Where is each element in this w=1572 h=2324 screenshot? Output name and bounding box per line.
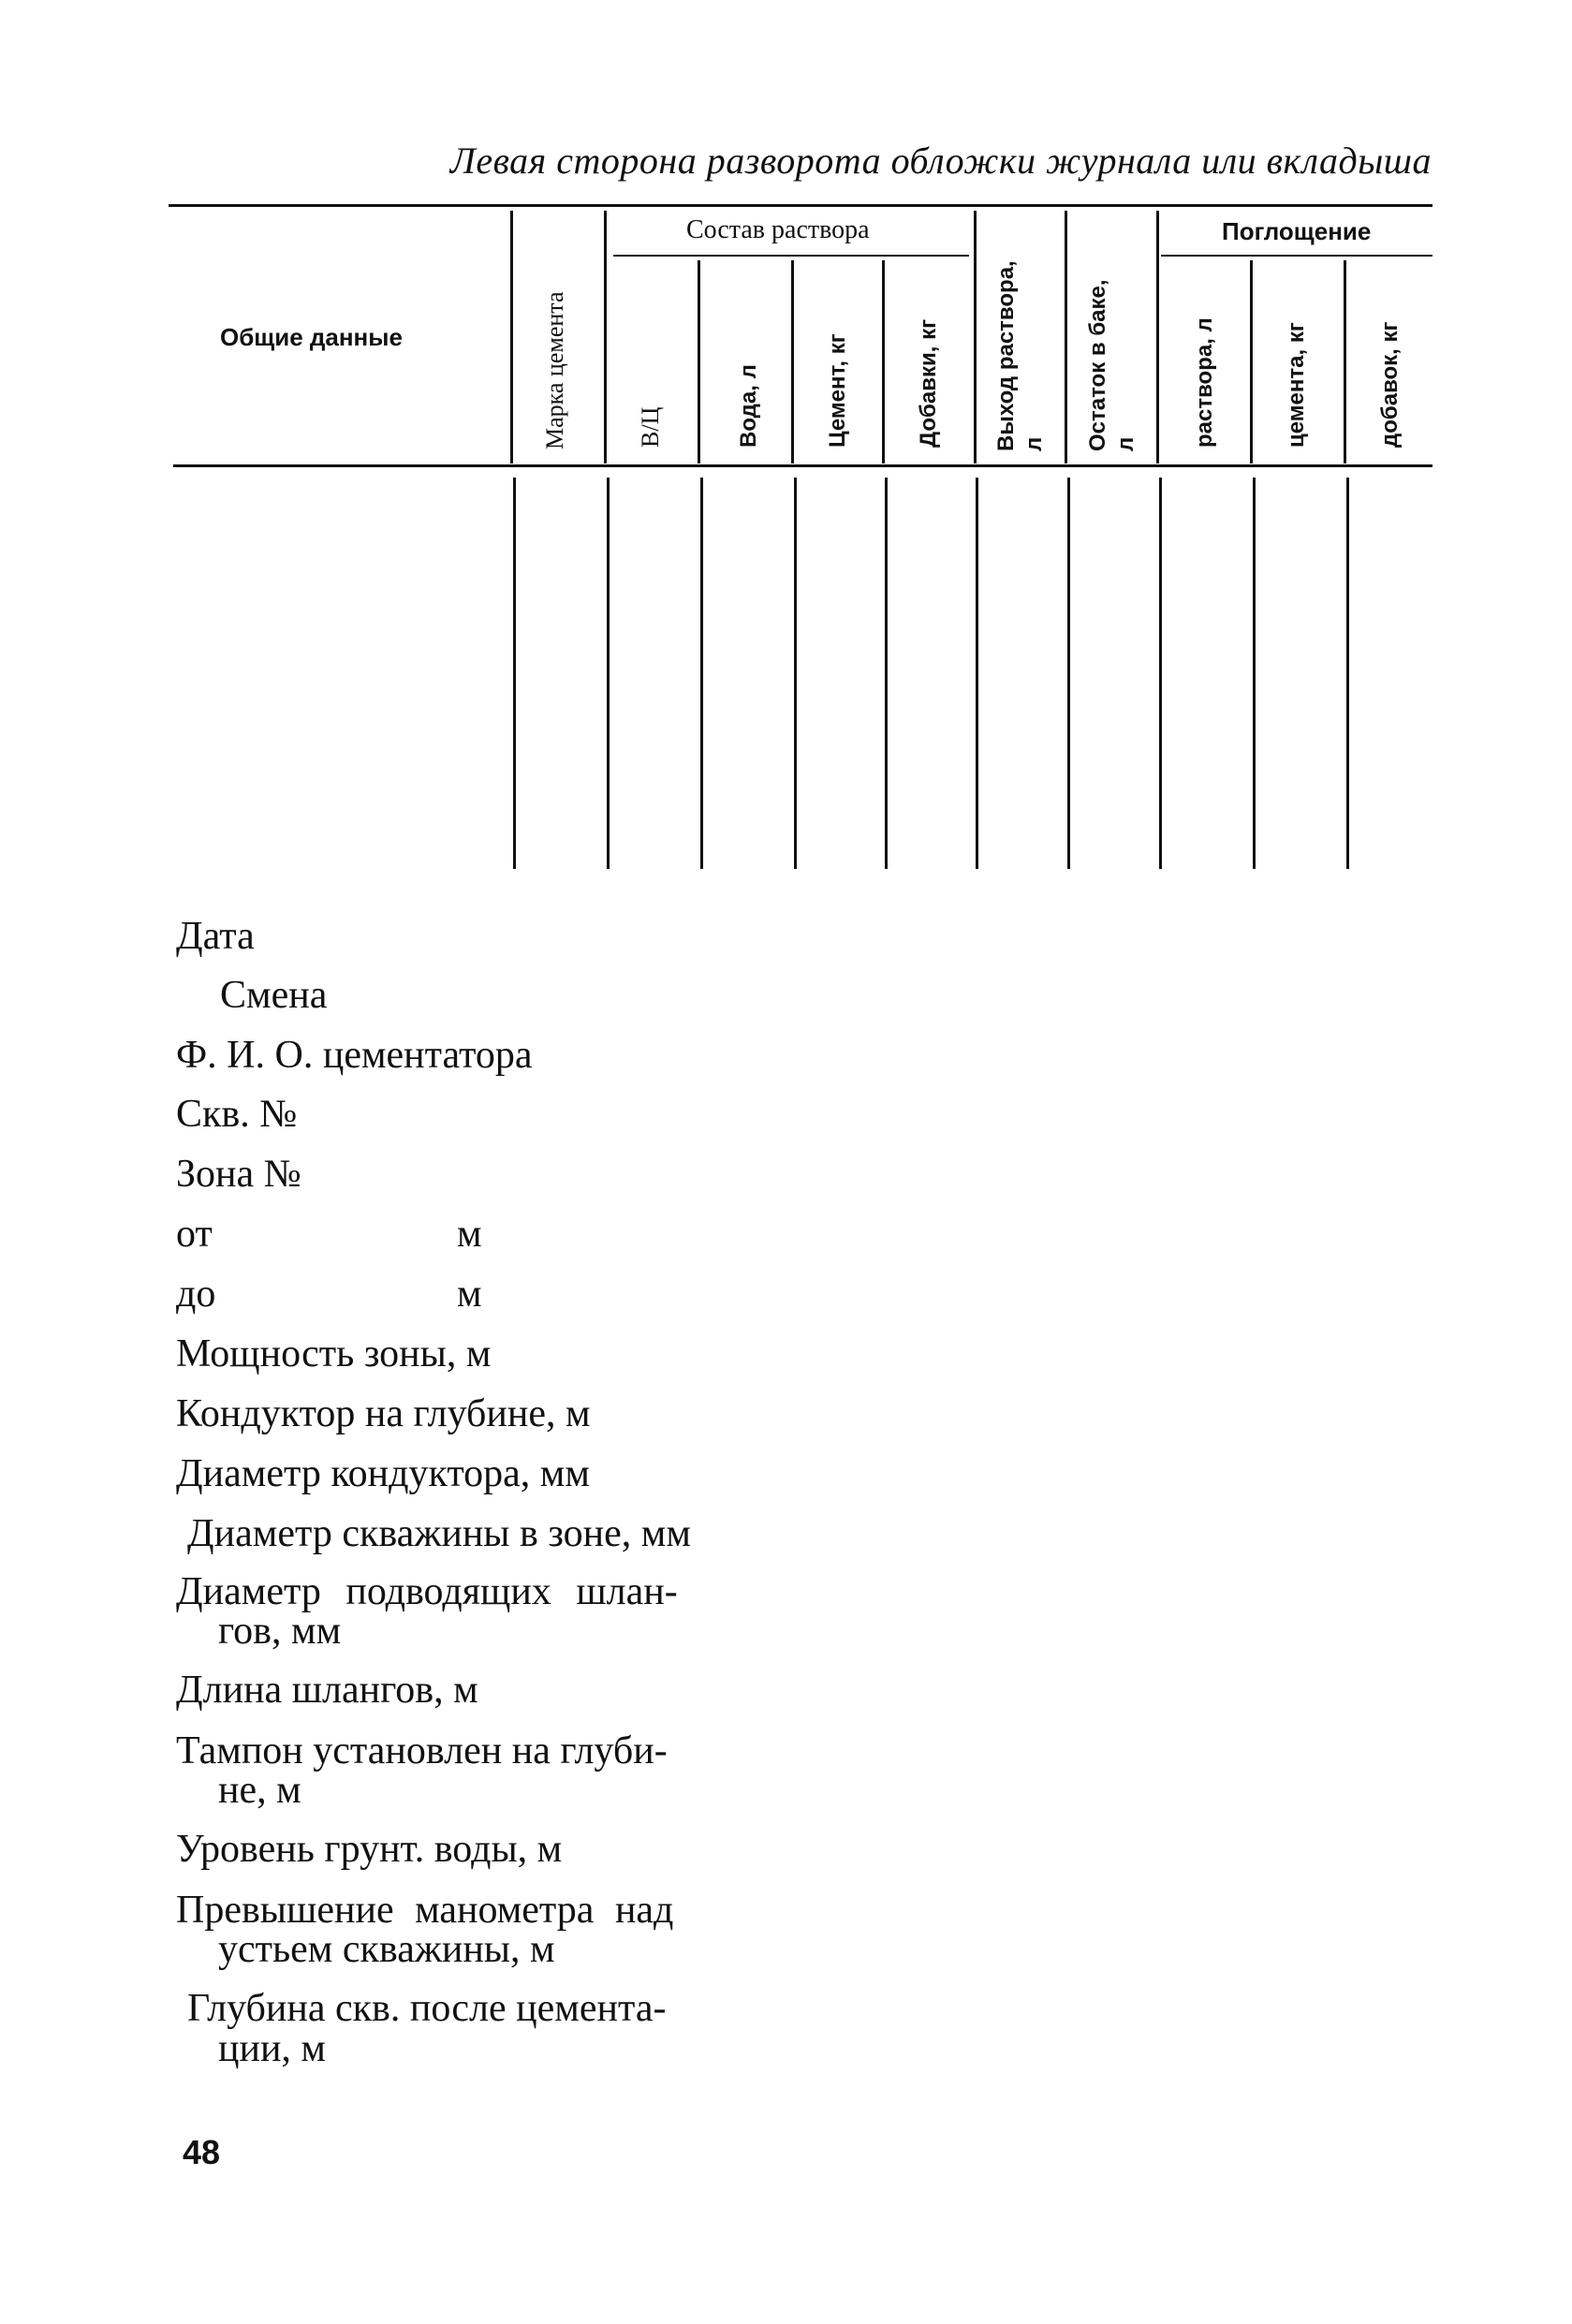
water-header: Вода, л <box>736 364 761 448</box>
field-hose-diameter-line2: гов, мм <box>218 1610 342 1653</box>
table-top-rule <box>169 204 1432 207</box>
additives-header: Добавки, кг <box>916 318 941 448</box>
col-divider <box>1065 211 1067 463</box>
composition-group-header: Состав раствора <box>686 215 870 244</box>
field-date: Дата <box>176 915 255 958</box>
field-packer-line1: Тампон установлен на глуби- <box>176 1729 668 1772</box>
col-divider <box>1344 260 1346 463</box>
col-divider <box>700 478 703 869</box>
page-caption: Левая сторона разворота обложки журнала или вкладыша <box>449 140 1432 182</box>
col-divider <box>698 260 700 463</box>
wc-header: В/Ц <box>637 406 664 448</box>
field-manometer-line1: Превышение манометра над <box>176 1889 674 1932</box>
cement-header: Цемент, кг <box>825 333 850 448</box>
field-conductor-depth: Кондуктор на глубине, м <box>176 1392 591 1435</box>
abs-additives-header: добавок, кг <box>1377 321 1403 448</box>
composition-group-rule <box>613 255 969 257</box>
col-divider <box>604 211 607 463</box>
col-divider <box>791 260 794 463</box>
field-depth-after-line2: ции, м <box>218 2027 327 2070</box>
field-thickness: Мощность зоны, м <box>176 1332 492 1375</box>
field-hose-diameter-line1: Диаметр подводящих шлан- <box>176 1570 678 1613</box>
field-packer-line2: не, м <box>218 1769 301 1812</box>
abs-cement-header: цемента, кг <box>1284 322 1309 448</box>
page-number: 48 <box>183 2133 221 2171</box>
field-hose-length: Длина шлангов, м <box>176 1669 478 1712</box>
table-header-bottom-rule <box>173 464 1432 467</box>
field-to <box>176 1271 482 1317</box>
field-shift: Смена <box>220 974 328 1017</box>
col-divider <box>510 211 513 463</box>
col-divider <box>1156 211 1159 463</box>
field-well-diameter: Диаметр скважины в зоне, мм <box>187 1512 691 1555</box>
col-divider <box>1346 478 1349 869</box>
output-header-line1: Выход раствора, <box>993 260 1019 451</box>
field-manometer-line2: устьем скважины, м <box>218 1928 555 1971</box>
field-to-label: до <box>176 1272 216 1316</box>
field-from-label: от <box>176 1213 213 1256</box>
field-from <box>176 1211 482 1258</box>
col-divider <box>885 478 888 869</box>
col-divider <box>1253 478 1256 869</box>
cement-grade-header: Марка цемента <box>541 291 568 449</box>
field-groundwater: Уровень грунт. воды, м <box>176 1828 563 1871</box>
field-from-unit: м <box>457 1213 482 1256</box>
col-divider <box>882 260 885 463</box>
field-depth-after-line1: Глубина скв. после цемента- <box>187 1987 667 2030</box>
remainder-header <box>1084 279 1140 451</box>
field-to-unit: м <box>457 1272 482 1316</box>
col-divider <box>513 478 516 869</box>
field-well: Скв. № <box>176 1093 298 1136</box>
output-header-line2: л <box>1021 436 1047 451</box>
output-header <box>992 260 1049 451</box>
general-data-header: Общие данные <box>220 323 403 351</box>
field-conductor-diameter: Диаметр кондуктора, мм <box>176 1452 590 1495</box>
col-divider <box>976 478 978 869</box>
abs-solution-header: раствора, л <box>1192 317 1217 448</box>
remainder-header-line1: Остаток в баке, <box>1085 279 1110 451</box>
col-divider <box>1067 478 1070 869</box>
col-divider <box>974 211 977 463</box>
field-operator: Ф. И. О. цементатора <box>176 1034 533 1077</box>
absorption-group-rule <box>1161 255 1432 257</box>
col-divider <box>794 478 797 869</box>
remainder-header-line2: л <box>1113 436 1139 451</box>
col-divider <box>607 478 610 869</box>
field-zone: Зона № <box>176 1153 301 1196</box>
col-divider <box>1250 260 1253 463</box>
absorption-group-header: Поглощение <box>1222 217 1372 245</box>
col-divider <box>1159 478 1162 869</box>
